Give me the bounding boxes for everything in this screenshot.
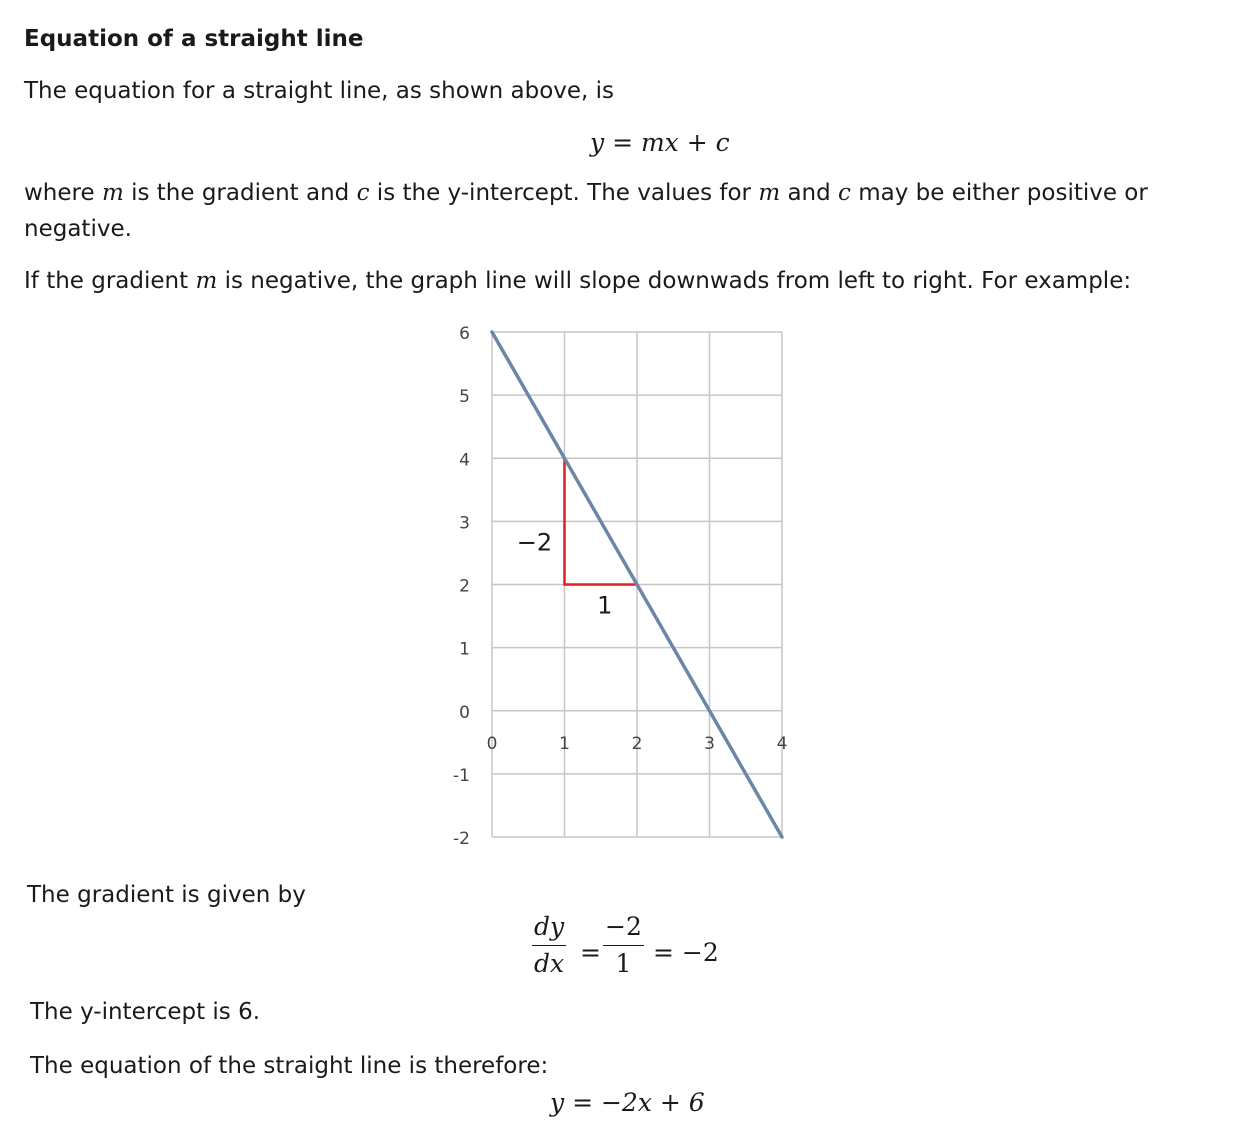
y-tick-label: 3 [459, 513, 470, 534]
variable-m: m [195, 268, 218, 294]
general-equation: y = mx + c [590, 128, 730, 157]
y-tick-label: 1 [459, 639, 470, 660]
denominator-run: 1 [615, 949, 632, 978]
intercept-sentence: The y-intercept is 6. [30, 999, 261, 1025]
y-tick-label: -1 [453, 765, 470, 786]
numerator-dy: dy [532, 912, 566, 946]
chart-ticks [453, 324, 787, 849]
denominator-dx: dx [534, 949, 565, 978]
explain-text-5: may be either positive or [850, 180, 1148, 206]
y-tick-label: 5 [459, 387, 470, 408]
variable-m: m [101, 180, 124, 206]
variable-c: c [356, 180, 370, 206]
negative-text-1: If the gradient [24, 268, 196, 294]
x-tick-label: 2 [631, 733, 643, 754]
y-tick-label: 6 [459, 324, 470, 344]
run-label: 1 [597, 591, 613, 620]
rise-label: −2 [516, 528, 553, 557]
intro-paragraph: The equation for a straight line, as shown above, is [24, 78, 615, 104]
explain-text-3: is the y-intercept. The values for [369, 180, 759, 206]
explain-text-2: is the gradient and [123, 180, 357, 206]
gradient-intro: The gradient is given by [27, 882, 306, 908]
rise-over-run-fraction [603, 912, 644, 979]
numerator-rise: −2 [603, 912, 644, 946]
y-tick-label: -2 [453, 829, 470, 849]
variable-c: c [838, 180, 851, 206]
equals-sign: = [580, 938, 601, 967]
explain-text-4: and [780, 180, 839, 206]
y-tick-label: 2 [459, 576, 470, 597]
explanation-line-2: negative. [24, 216, 132, 242]
derivative-fraction [532, 912, 566, 979]
negative-text-2: is negative, the graph line will slope downwads from left to right. For example: [217, 268, 1132, 294]
x-tick-label: 3 [704, 733, 715, 754]
x-tick-label: 1 [559, 733, 570, 754]
final-equation: y = −2x + 6 [550, 1088, 705, 1117]
explain-text-1: where [24, 180, 102, 206]
section-heading: Equation of a straight line [24, 26, 364, 52]
variable-m: m [758, 180, 781, 206]
gradient-result: = −2 [653, 938, 719, 967]
y-tick-label: 4 [459, 450, 470, 471]
therefore-sentence: The equation of the straight line is therefore: [30, 1053, 549, 1079]
y-tick-label: 0 [459, 702, 470, 723]
x-tick-label: 0 [486, 733, 498, 754]
x-tick-label: 4 [776, 733, 788, 754]
